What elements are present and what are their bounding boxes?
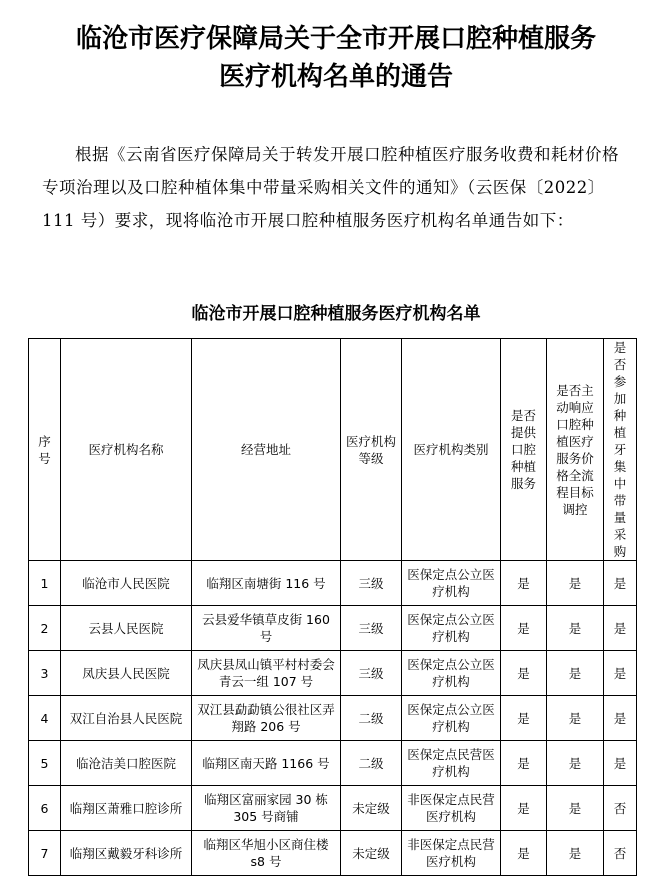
cell-respond: 是 <box>547 606 604 651</box>
cell-respond: 是 <box>547 651 604 696</box>
cell-provide: 是 <box>501 741 547 786</box>
cell-address: 双江县勐勐镇公很社区弄翔路 206 号 <box>192 696 341 741</box>
table-header-row <box>29 339 637 561</box>
cell-procure: 否 <box>604 786 637 831</box>
cell-address: 临翔区南天路 1166 号 <box>192 741 341 786</box>
header-level: 医疗机构等级 <box>341 339 402 561</box>
cell-level: 未定级 <box>341 786 402 831</box>
cell-name: 双江自治县人民医院 <box>61 696 192 741</box>
cell-category: 医保定点公立医疗机构 <box>402 696 501 741</box>
cell-procure: 否 <box>604 831 637 876</box>
cell-procure: 是 <box>604 741 637 786</box>
cell-address: 云县爱华镇草皮街 160 号 <box>192 606 341 651</box>
header-procure: 是否参加种植牙集中带量采购 <box>604 339 637 561</box>
cell-level: 三级 <box>341 561 402 606</box>
table-row <box>29 831 637 876</box>
table-row <box>29 651 637 696</box>
cell-procure: 是 <box>604 561 637 606</box>
cell-no: 1 <box>29 561 61 606</box>
cell-respond: 是 <box>547 741 604 786</box>
table-row <box>29 696 637 741</box>
cell-category: 医保定点公立医疗机构 <box>402 651 501 696</box>
table-row <box>29 561 637 606</box>
cell-provide: 是 <box>501 651 547 696</box>
cell-name: 临沧洁美口腔医院 <box>61 741 192 786</box>
header-no: 序号 <box>29 339 61 561</box>
cell-procure: 是 <box>604 696 637 741</box>
cell-no: 4 <box>29 696 61 741</box>
cell-procure: 是 <box>604 606 637 651</box>
cell-address: 临翔区南塘街 116 号 <box>192 561 341 606</box>
intro-paragraph: 根据《云南省医疗保障局关于转发开展口腔种植医疗服务收费和耗材价格专项治理以及口腔种植体集中带量采购相关文件的通知》（云医保〔2022〕111 号）要求，现将临沧市开展口腔种植服务医疗机构名单通告如下： <box>42 145 619 230</box>
header-name: 医疗机构名称 <box>61 339 192 561</box>
cell-provide: 是 <box>501 831 547 876</box>
cell-address: 临翔区富丽家园 30 栋 305 号商铺 <box>192 786 341 831</box>
cell-level: 三级 <box>341 651 402 696</box>
cell-address: 凤庆县凤山镇平村村委会青云一组 107 号 <box>192 651 341 696</box>
cell-name: 临翔区戴毅牙科诊所 <box>61 831 192 876</box>
table-row <box>29 741 637 786</box>
cell-respond: 是 <box>547 786 604 831</box>
cell-category: 非医保定点民营医疗机构 <box>402 786 501 831</box>
cell-level: 三级 <box>341 606 402 651</box>
cell-category: 医保定点公立医疗机构 <box>402 606 501 651</box>
cell-respond: 是 <box>547 561 604 606</box>
cell-no: 5 <box>29 741 61 786</box>
cell-address: 临翔区华旭小区商住楼 s8 号 <box>192 831 341 876</box>
cell-level: 二级 <box>341 696 402 741</box>
cell-no: 7 <box>29 831 61 876</box>
header-category: 医疗机构类别 <box>402 339 501 561</box>
cell-category: 医保定点公立医疗机构 <box>402 561 501 606</box>
cell-provide: 是 <box>501 606 547 651</box>
cell-provide: 是 <box>501 561 547 606</box>
cell-respond: 是 <box>547 696 604 741</box>
notice-title-line-1: 临沧市医疗保障局关于全市开展口腔种植服务 <box>75 24 596 54</box>
header-respond: 是否主动响应口腔种植医疗服务价格全流程目标调控 <box>547 339 604 561</box>
cell-procure: 是 <box>604 651 637 696</box>
table-row <box>29 606 637 651</box>
cell-no: 3 <box>29 651 61 696</box>
cell-no: 2 <box>29 606 61 651</box>
institution-table <box>28 338 637 876</box>
cell-respond: 是 <box>547 831 604 876</box>
cell-no: 6 <box>29 786 61 831</box>
cell-name: 凤庆县人民医院 <box>61 651 192 696</box>
cell-provide: 是 <box>501 786 547 831</box>
cell-level: 未定级 <box>341 831 402 876</box>
cell-category: 非医保定点民营医疗机构 <box>402 831 501 876</box>
cell-level: 二级 <box>341 741 402 786</box>
cell-name: 云县人民医院 <box>61 606 192 651</box>
header-address: 经营地址 <box>192 339 341 561</box>
table-row <box>29 786 637 831</box>
cell-provide: 是 <box>501 696 547 741</box>
cell-category: 医保定点民营医疗机构 <box>402 741 501 786</box>
header-provide: 是否提供口腔种植服务 <box>501 339 547 561</box>
cell-name: 临翔区萧雅口腔诊所 <box>61 786 192 831</box>
notice-title-line-2: 医疗机构名单的通告 <box>218 62 453 92</box>
cell-name: 临沧市人民医院 <box>61 561 192 606</box>
table-title: 临沧市开展口腔种植服务医疗机构名单 <box>191 304 481 324</box>
